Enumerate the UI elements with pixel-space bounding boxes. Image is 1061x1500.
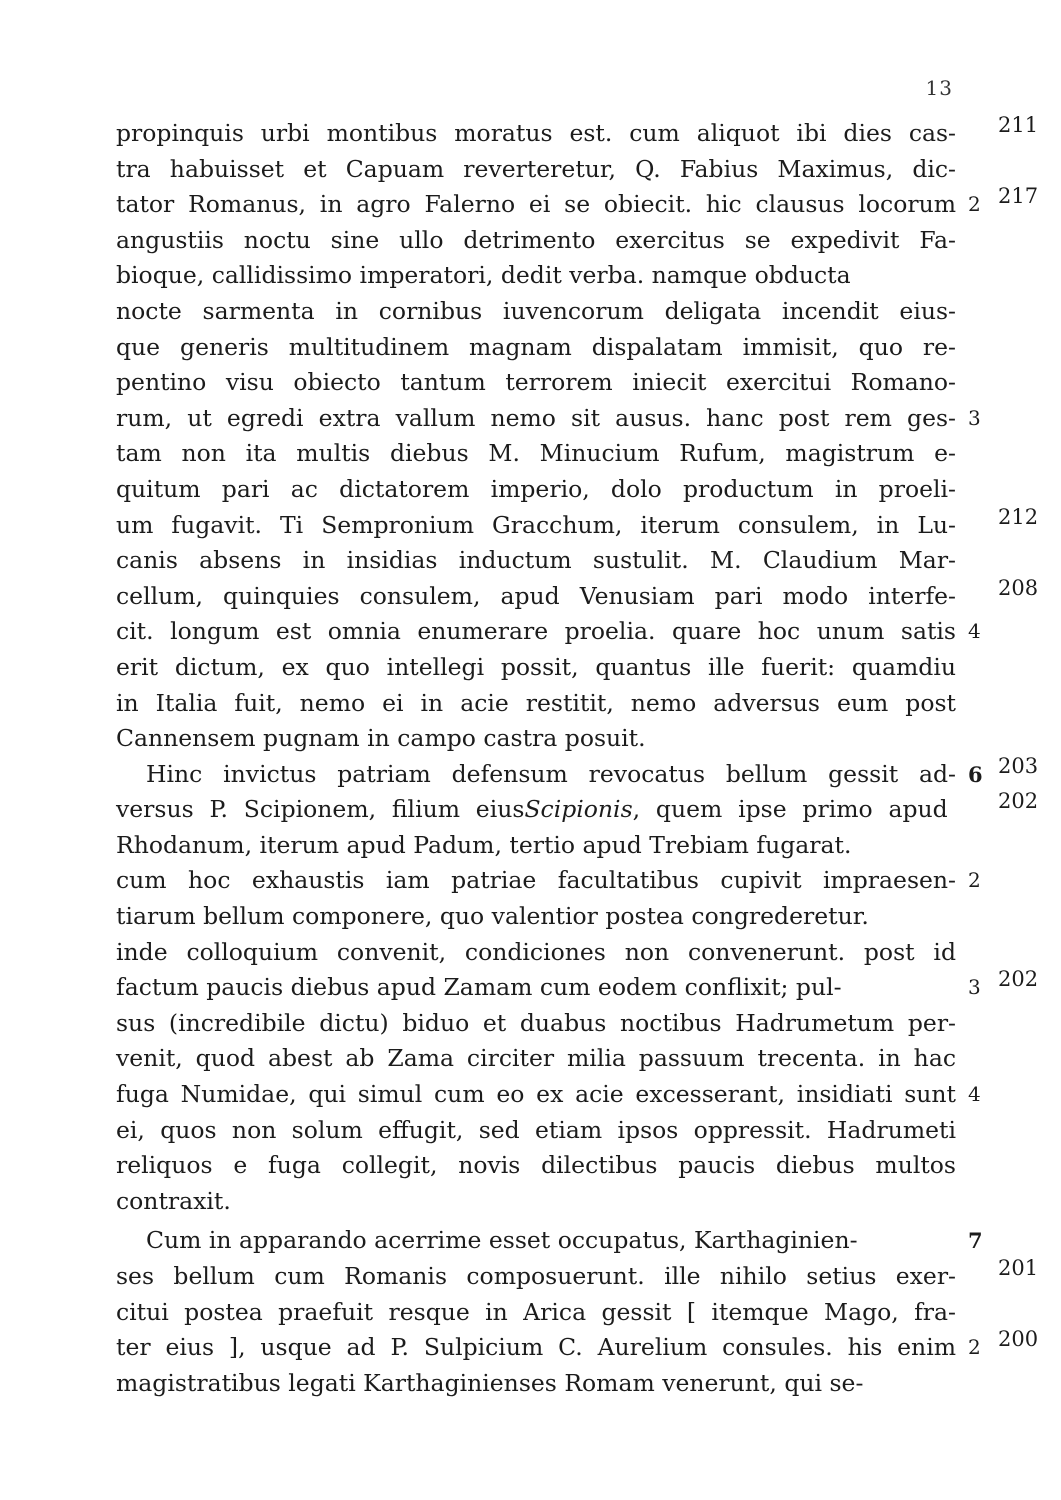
text-line xyxy=(116,575,1039,615)
text-line xyxy=(116,828,956,864)
text-line xyxy=(116,1327,1039,1366)
text-line xyxy=(116,152,956,188)
line-text: magistratibus legati Karthaginienses Romam venerunt, qui se- xyxy=(116,1368,864,1397)
section-number: 3 xyxy=(968,975,981,1000)
section-number: 2 xyxy=(968,868,981,893)
line-text: tator Romanus, in agro Falerno ei se obiecit. hic clausus locorum xyxy=(116,190,956,219)
line-text: Cum in apparando acerrime esset occupatus, Karthaginien- xyxy=(146,1226,858,1255)
text-line xyxy=(116,504,1039,544)
text-line xyxy=(116,899,956,935)
text-line xyxy=(116,1148,956,1184)
line-text: quitum pari ac dictatorem imperio, dolo productum in proeli- xyxy=(116,474,956,503)
section-number: 4 xyxy=(968,619,981,644)
line-text: bioque, callidissimo imperatori, dedit verba. namque obducta xyxy=(116,261,851,290)
text-line xyxy=(116,184,1039,223)
margin-year: 208 xyxy=(998,575,1039,600)
line-text: angustiis noctu sine ullo detrimento exercitus se expedivit Fa- xyxy=(116,225,956,254)
line-text: tiarum bellum componere, quo valentior postea congrederetur. xyxy=(116,902,869,931)
margin-year: 212 xyxy=(998,504,1039,529)
margin-year: 202 xyxy=(998,789,1039,814)
line-text: nocte sarmenta in cornibus iuvencorum deligata incendit eius- xyxy=(116,296,956,325)
section-number: 4 xyxy=(968,1082,981,1107)
text-line xyxy=(116,258,956,294)
line-text: fuga Numidae, qui simul cum eo ex acie excesserant, insidiati sunt xyxy=(116,1080,956,1109)
line-text: canis absens in insidias inductum sustulit. M. Claudium Mar- xyxy=(116,546,956,575)
text-line xyxy=(116,330,956,366)
margin-year: 201 xyxy=(998,1256,1039,1280)
line-text: cellum, quinquies consulem, apud Venusiam pari modo interfe- xyxy=(116,581,956,610)
line-text: sus (incredibile dictu) biduo et duabus noctibus Hadrumetum per- xyxy=(116,1008,956,1037)
line-text: contraxit. xyxy=(116,1186,231,1215)
body-text xyxy=(116,113,1039,1401)
line-text: tam non ita multis diebus M. Minucium Rufum, magistrum e- xyxy=(116,439,956,468)
line-text: versus P. Scipionem, filium eius xyxy=(116,795,525,824)
text-line xyxy=(116,614,981,650)
line-text-italic: Scipionis xyxy=(524,795,633,824)
text-line xyxy=(116,472,956,508)
text-line xyxy=(116,650,956,686)
section-number: 3 xyxy=(968,405,981,430)
text-line xyxy=(116,223,956,259)
text-line xyxy=(116,863,981,899)
line-text: citui postea praefuit resque in Arica gessit [ itemque Mago, fra- xyxy=(116,1297,956,1326)
margin-year: 203 xyxy=(998,753,1039,778)
text-line xyxy=(116,1113,956,1149)
margin-year: 202 xyxy=(998,967,1039,992)
text-line xyxy=(116,789,1039,828)
line-text: venit, quod abest ab Zama circiter milia passuum trecenta. in hac xyxy=(116,1044,956,1073)
text-line xyxy=(116,543,956,579)
line-text: Rhodanum, iterum apud Padum, tertio apud Trebiam fugarat. xyxy=(116,830,852,859)
text-line xyxy=(116,935,956,971)
line-text: propinquis urbi montibus moratus est. cum aliquot ibi dies cas- xyxy=(116,119,956,147)
margin-year: 200 xyxy=(998,1327,1039,1352)
text-line xyxy=(116,1006,956,1042)
line-text: tra habuisset et Capuam reverteretur, Q. Fabius Maximus, dic- xyxy=(116,154,956,183)
text-line xyxy=(116,721,956,757)
line-text: erit dictum, ex quo intellegi possit, quantus ille fuerit: quamdiu xyxy=(116,652,956,681)
text-line xyxy=(116,686,956,722)
margin-year: 211 xyxy=(998,113,1039,137)
line-text: ter eius ], usque ad P. Sulpicium C. Aurelium consules. his enim xyxy=(116,1333,956,1362)
text-line xyxy=(116,1256,1039,1295)
line-text: cit. longum est omnia enumerare proelia. quare hoc unum satis xyxy=(116,617,956,646)
line-text: Hinc invictus patriam defensum revocatus bellum gessit ad- xyxy=(146,759,956,788)
page-number: 13 xyxy=(925,76,953,100)
text-line xyxy=(116,967,1039,1006)
section-number: 7 xyxy=(968,1228,983,1254)
text-line xyxy=(116,753,1039,793)
text-line xyxy=(116,1041,956,1077)
text-line xyxy=(116,436,956,472)
section-number: 2 xyxy=(968,192,981,217)
line-text: que generis multitudinem magnam dispalatam immisit, quo re- xyxy=(116,332,956,361)
text-line xyxy=(116,1295,956,1331)
line-text: pentino visu obiecto tantum terrorem iniecit exercitui Romano- xyxy=(116,368,956,397)
text-line xyxy=(116,365,956,401)
line-text: inde colloquium convenit, condiciones non convenerunt. post id xyxy=(116,937,956,966)
line-text: factum paucis diebus apud Zamam cum eodem conflixit; pul- xyxy=(116,973,842,1002)
margin-year: 217 xyxy=(998,184,1039,209)
line-text: rum, ut egredi extra vallum nemo sit ausus. hanc post rem ges- xyxy=(116,403,956,432)
text-line xyxy=(116,294,956,330)
text-line xyxy=(116,1223,983,1259)
line-text: in Italia fuit, nemo ei in acie restitit, nemo adversus eum post xyxy=(116,688,956,717)
line-text: ses bellum cum Romanis composuerunt. ille nihilo setius exer- xyxy=(116,1262,956,1290)
line-text: um fugavit. Ti Sempronium Gracchum, iterum consulem, in Lu- xyxy=(116,510,956,539)
text-line xyxy=(116,401,981,437)
text-line xyxy=(116,1366,956,1402)
line-text: ei, quos non solum effugit, sed etiam ipsos oppressit. Hadrumeti xyxy=(116,1115,956,1144)
text-line xyxy=(116,1077,981,1113)
text-line xyxy=(116,1184,956,1220)
line-text: , quem ipse primo apud xyxy=(632,795,948,824)
section-number: 6 xyxy=(968,761,983,787)
line-text: cum hoc exhaustis iam patriae facultatibus cupivit impraesen- xyxy=(116,866,956,895)
line-text: reliquos e fuga collegit, novis dilectibus paucis diebus multos xyxy=(116,1151,956,1180)
line-text: Cannensem pugnam in campo castra posuit. xyxy=(116,724,646,753)
section-number: 2 xyxy=(968,1335,981,1360)
text-line xyxy=(116,113,1039,152)
